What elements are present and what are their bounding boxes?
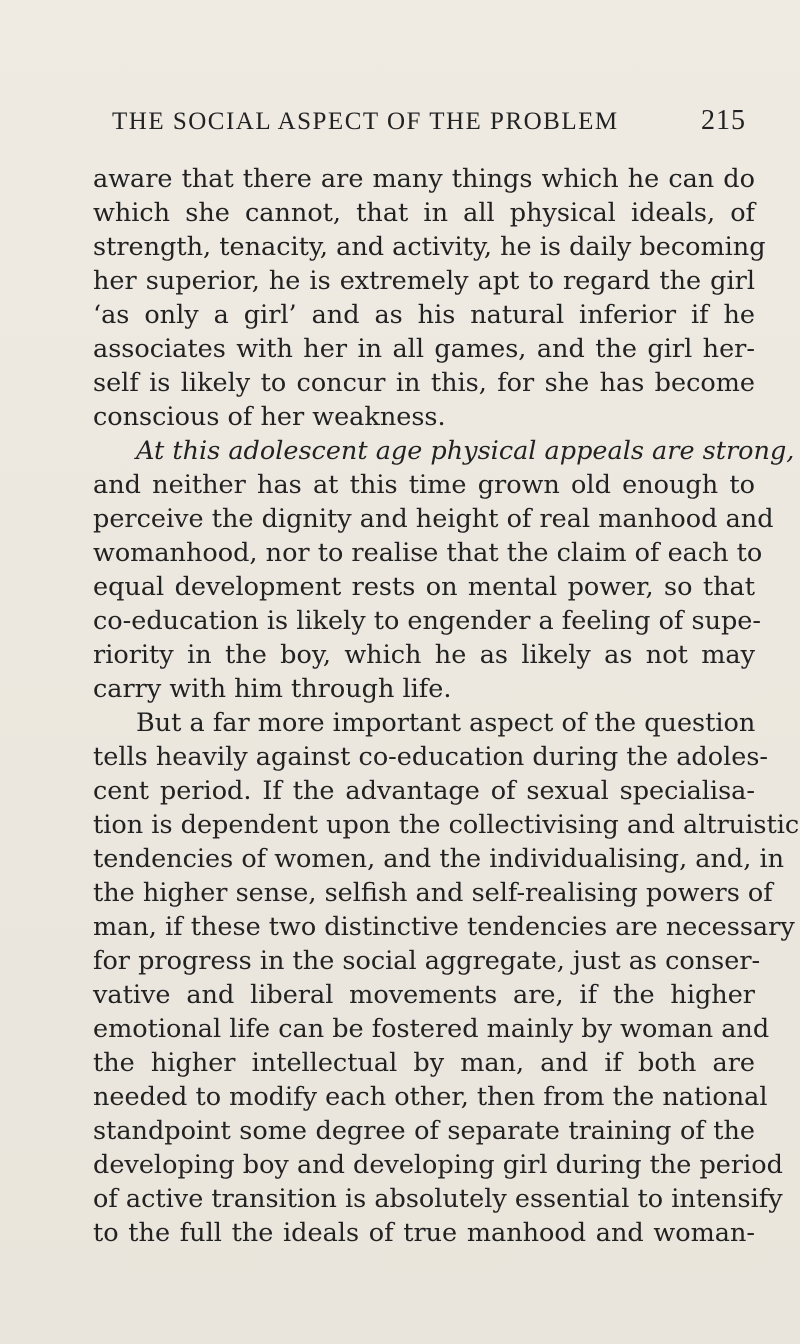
text-line: and neither has at this time grown old enough to	[93, 470, 755, 500]
text-line: the higher sense, selfish and self-realising powers of	[93, 878, 773, 908]
text-line: man, if these two distinctive tendencies are necessary	[93, 912, 795, 942]
text-line: for progress in the social aggregate, just as conser-	[93, 946, 761, 976]
text-line: associates with her in all games, and the girl her-	[93, 334, 755, 364]
page-number: 215	[701, 105, 746, 136]
text-line: co-education is likely to engender a feeling of supe-	[93, 606, 762, 636]
text-line: which she cannot, that in all physical ideals, of	[93, 198, 755, 228]
text-line: standpoint some degree of separate training of the	[93, 1116, 755, 1146]
text-line: her superior, he is extremely apt to regard the girl	[93, 266, 755, 296]
text-line: self is likely to concur in this, for she has become	[93, 368, 755, 398]
text-line: riority in the boy, which he as likely as not may	[93, 640, 755, 670]
text-line: strength, tenacity, and activity, he is daily becoming	[93, 232, 766, 262]
text-line: to the full the ideals of true manhood and woman-	[93, 1218, 755, 1248]
text-line: tells heavily against co-education during the adoles-	[93, 742, 769, 772]
text-line: needed to modify each other, then from the national	[93, 1082, 768, 1112]
text-line: tion is dependent upon the collectivising and altruistic	[93, 810, 800, 840]
text-line: the higher intellectual by man, and if both are	[93, 1048, 755, 1078]
text-line: perceive the dignity and height of real manhood and	[93, 504, 774, 534]
text-line: emotional life can be fostered mainly by woman and	[93, 1014, 770, 1044]
text-line-italic-lead	[136, 434, 795, 468]
text-line: cent period. If the advantage of sexual specialisa-	[93, 776, 755, 806]
italic-lead-text: At this adolescent age physical appeals are strong,	[136, 436, 795, 466]
running-head	[112, 105, 746, 144]
text-line: aware that there are many things which he can do	[93, 164, 755, 194]
running-title: THE SOCIAL ASPECT OF THE PROBLEM	[112, 108, 619, 135]
text-line: vative and liberal movements are, if the higher	[93, 980, 755, 1010]
text-line: developing boy and developing girl during the period	[93, 1150, 783, 1180]
text-line: carry with him through life.	[93, 674, 452, 704]
text-line: tendencies of women, and the individualising, and, in	[93, 844, 785, 874]
text-line: But a far more important aspect of the question	[136, 708, 756, 738]
text-line: conscious of her weakness.	[93, 402, 446, 432]
text-line: womanhood, nor to realise that the claim of each to	[93, 538, 763, 568]
text-line: equal development rests on mental power, so that	[93, 572, 755, 602]
text-line: ‘as only a girl’ and as his natural inferior if he	[93, 300, 755, 330]
text-line: of active transition is absolutely essential to intensify	[93, 1184, 783, 1214]
